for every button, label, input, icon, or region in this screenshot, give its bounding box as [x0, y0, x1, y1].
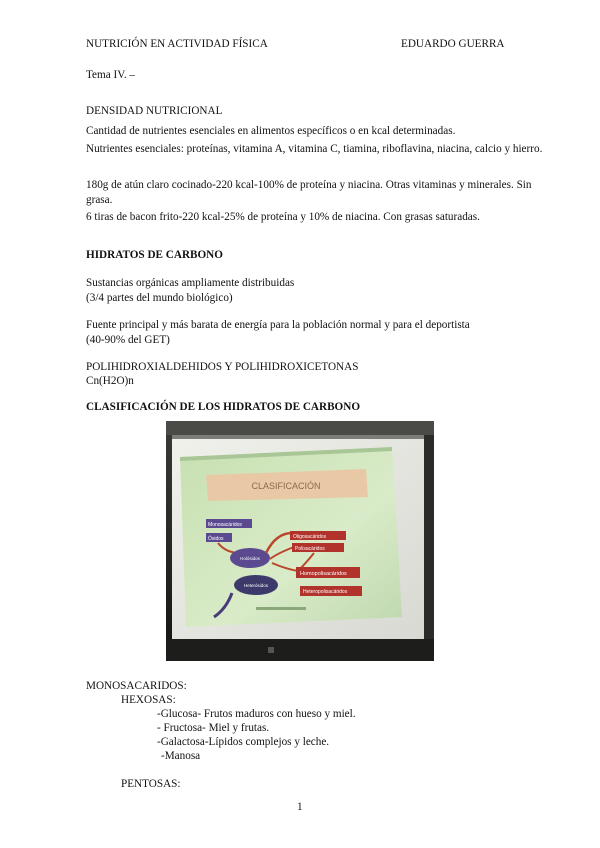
slide-polisacaridos: Polisacáridos [295, 546, 325, 552]
slide-monosacaridos: Monosacáridos [208, 522, 242, 528]
slide-osidos: Ósidos [208, 536, 224, 542]
classification-heading: CLASIFICACIÓN DE LOS HIDRATOS DE CARBONO [86, 401, 361, 413]
slide-oligosacaridos: Oligosacáridos [293, 534, 327, 540]
carbs-formula: Cn(H2O)n [86, 375, 134, 387]
hexosa-item: -Glucosa- Frutos maduros con hueso y miel. [157, 708, 356, 720]
density-example-2: 6 tiras de bacon frito-220 kcal-25% de proteína y 10% de niacina. Con grasas saturadas. [86, 211, 480, 223]
hexosas-heading: HEXOSAS: [121, 694, 176, 706]
carbs-para-1-cont: (3/4 partes del mundo biológico) [86, 292, 233, 304]
slide-homopolisacaridos: Homopolisacáridos [300, 571, 347, 577]
slide-heteropolisacaridos: Heteropolisacáridos [303, 589, 348, 595]
density-line-1: Cantidad de nutrientes esenciales en alimentos específicos o en kcal determinadas. [86, 125, 456, 137]
density-example-1-cont: grasa. [86, 194, 113, 206]
hexosa-item: -Galactosa-Lípidos complejos y leche. [157, 736, 330, 748]
page-number: 1 [297, 801, 303, 813]
slide-title: CLASIFICACIÓN [251, 481, 321, 491]
carbs-para-2-cont: (40-90% del GET) [86, 334, 170, 346]
carbs-para-1: Sustancias orgánicas ampliamente distribuidas [86, 277, 295, 289]
density-example-1: 180g de atún claro cocinado-220 kcal-100% de proteína y niacina. Otras vitaminas y minerales. Sin [86, 179, 532, 191]
slide-heterosidos: Heterósidos [243, 583, 269, 588]
header-left: NUTRICIÓN EN ACTIVIDAD FÍSICA [86, 38, 268, 50]
density-heading: DENSIDAD NUTRICIONAL [86, 105, 223, 117]
topic-title: Tema IV. – [86, 69, 136, 81]
classification-slide-photo [166, 421, 434, 661]
mono-heading: MONOSACARIDOS: [86, 680, 187, 692]
carbs-heading: HIDRATOS DE CARBONO [86, 249, 223, 261]
slide-holosidos: Holósidos [240, 556, 260, 561]
density-line-2: Nutrientes esenciales: proteínas, vitamina A, vitamina C, tiamina, riboflavina, niacina, calcio y hierro. [86, 143, 543, 155]
carbs-para-2: Fuente principal y más barata de energía para la población normal y para el deportista [86, 319, 470, 331]
pentosas-heading: PENTOSAS: [121, 778, 181, 790]
carbs-formula-title: POLIHIDROXIALDEHIDOS Y POLIHIDROXICETONAS [86, 361, 359, 373]
hexosa-item: - Fructosa- Miel y frutas. [157, 722, 270, 734]
header-right: EDUARDO GUERRA [401, 38, 505, 50]
hexosa-item: -Manosa [161, 750, 201, 762]
